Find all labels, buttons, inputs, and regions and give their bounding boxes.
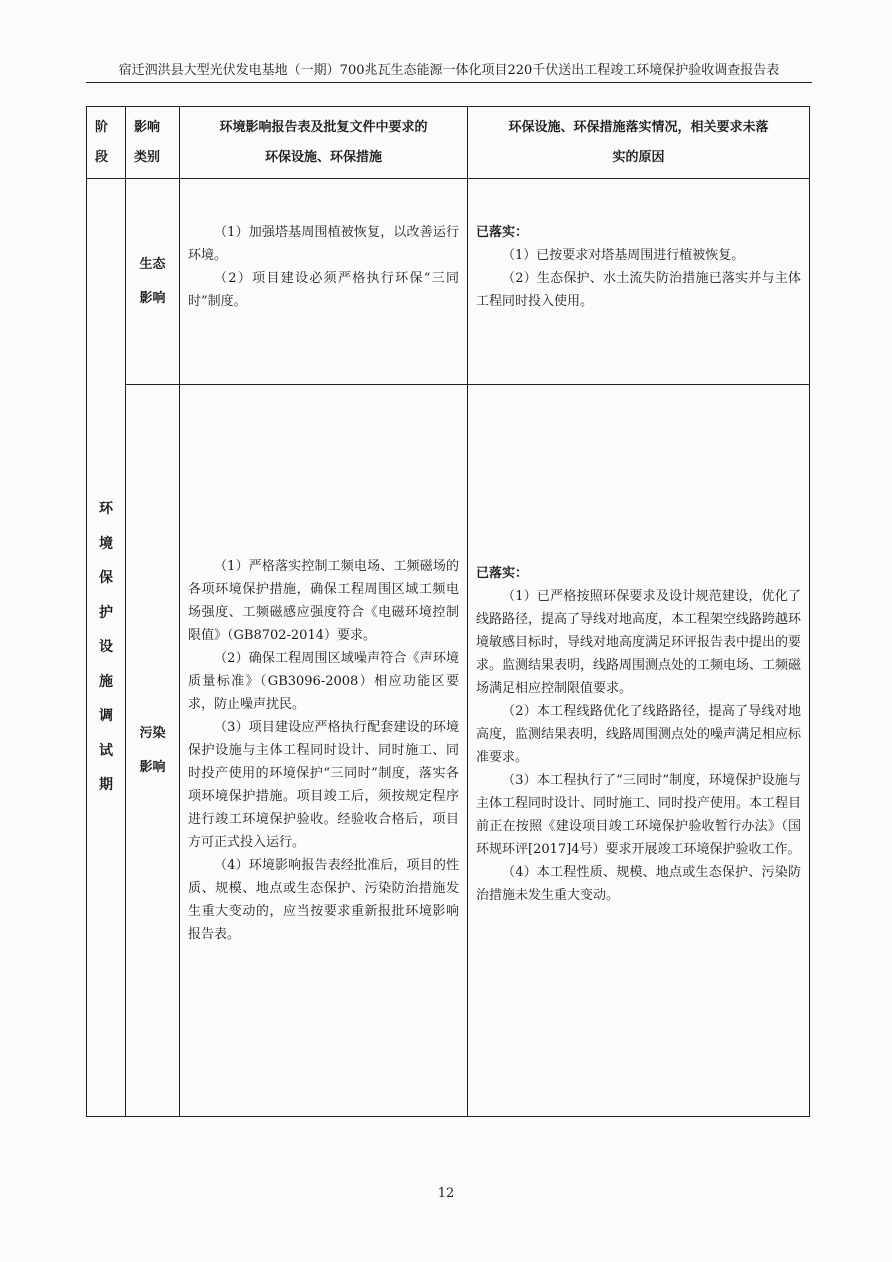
header-category-line2: 类别: [134, 149, 161, 165]
category-ecology-line1: 生态: [139, 256, 166, 272]
header-rule: [86, 82, 812, 83]
status-label: 已落实：: [476, 566, 529, 581]
table-row-ecology: [87, 179, 810, 385]
header-implementation-line1: 环保设施、环保措施落实情况，相关要求未落: [508, 119, 769, 135]
header-implementation: [468, 107, 810, 179]
header-requirements: [180, 107, 468, 179]
category-ecology: [126, 179, 180, 385]
stage-char: 护: [99, 604, 113, 621]
page-number: 12: [437, 1186, 455, 1201]
implementation-pollution: [468, 385, 810, 1117]
requirement-item: （2）确保工程周围区域噪声符合《声环境质量标准》（GB3096-2008）相应功能区要求，防止噪声扰民。: [188, 651, 459, 712]
header-requirements-line2: 环保设施、环保措施: [264, 149, 382, 165]
page-header-title: 宿迁泗洪县大型光伏发电基地（一期）700兆瓦生态能源一体化项目220千伏送出工程竣工环境保护验收调查报告表: [118, 63, 780, 78]
requirements-pollution: [180, 385, 468, 1117]
implementation-item: （2）生态保护、水土流失防治措施已落实并与主体工程同时投入使用。: [476, 270, 801, 309]
stage-char: 境: [99, 535, 113, 552]
header-requirements-line1: 环境影响报告表及批复文件中要求的: [219, 119, 428, 135]
requirement-item: （4）环境影响报告表经批准后，项目的性质、规模、地点或生态保护、污染防治措施发生重大变动的，应当按要求重新报批环境影响报告表。: [188, 858, 459, 942]
implementation-item: （3）本工程执行了“三同时”制度，环境保护设施与主体工程同时设计、同时施工、同时投产使用。本工程目前正在按照《建设项目竣工环境保护验收暂行办法》（国环规环评[2017]4号）要求开展竣工环境保护验收工作。: [476, 773, 802, 857]
stage-char: 调: [99, 708, 113, 725]
header-stage-line2: 段: [95, 149, 109, 165]
header-category: [126, 107, 180, 179]
stage-char: 施: [99, 673, 113, 690]
implementation-item: （4）本工程性质、规模、地点或生态保护、污染防治措施未发生重大变动。: [476, 865, 801, 903]
table-row-pollution: [87, 385, 810, 1117]
requirement-item: （1）严格落实控制工频电场、工频磁场的各项环境保护措施，确保工程周围区域工频电场强度、工频磁感应强度符合《电磁环境控制限值》（GB8702-2014）要求。: [188, 559, 459, 643]
table-header-row: [87, 107, 810, 179]
requirement-item: （1）加强塔基周围植被恢复，以改善运行环境。: [188, 224, 459, 263]
category-pollution-line2: 影响: [139, 759, 166, 775]
requirements-ecology: [180, 179, 468, 385]
implementation-item: （2）本工程线路优化了线路路径，提高了导线对地高度，监测结果表明，线路周围测点处的噪声满足相应标准要求。: [476, 704, 802, 765]
stage-char: 环: [99, 501, 113, 518]
category-pollution-line1: 污染: [139, 725, 166, 741]
stage-char: 期: [99, 777, 113, 794]
category-pollution: [126, 385, 180, 1117]
implementation-ecology: [468, 179, 810, 385]
stage-cell: [87, 179, 126, 1117]
stage-char: 保: [99, 570, 113, 587]
implementation-item: （1）已按要求对塔基周围进行植被恢复。: [502, 247, 745, 263]
header-stage-line1: 阶: [95, 119, 109, 135]
stage-char: 设: [99, 639, 113, 656]
category-ecology-line2: 影响: [139, 290, 166, 306]
stage-char: 试: [99, 742, 113, 759]
implementation-item: （1）已严格按照环保要求及设计规范建设，优化了线路路径，提高了导线对地高度，本工程架空线路跨越环境敏感目标时，导线对地高度满足环评报告表中提出的要求。监测结果表明，线路周围测点处的工频电场、工频磁场满足相应控制限值要求。: [476, 589, 802, 696]
requirement-item: （3）项目建设应严格执行配套建设的环境保护设施与主体工程同时设计、同时施工、同时投产使用的环境保护“三同时”制度，落实各项环境保护措施。项目竣工后，须按规定程序进行竣工环境保护验收。经验收合格后，项目方可正式投入运行。: [188, 720, 459, 850]
header-implementation-line2: 实的原因: [612, 149, 665, 165]
header-category-line1: 影响: [134, 119, 161, 135]
status-label: 已落实：: [476, 224, 529, 240]
requirement-item: （2）项目建设必须严格执行环保“三同时”制度。: [188, 270, 459, 309]
header-stage: [87, 107, 126, 179]
acceptance-table: [86, 106, 810, 1117]
